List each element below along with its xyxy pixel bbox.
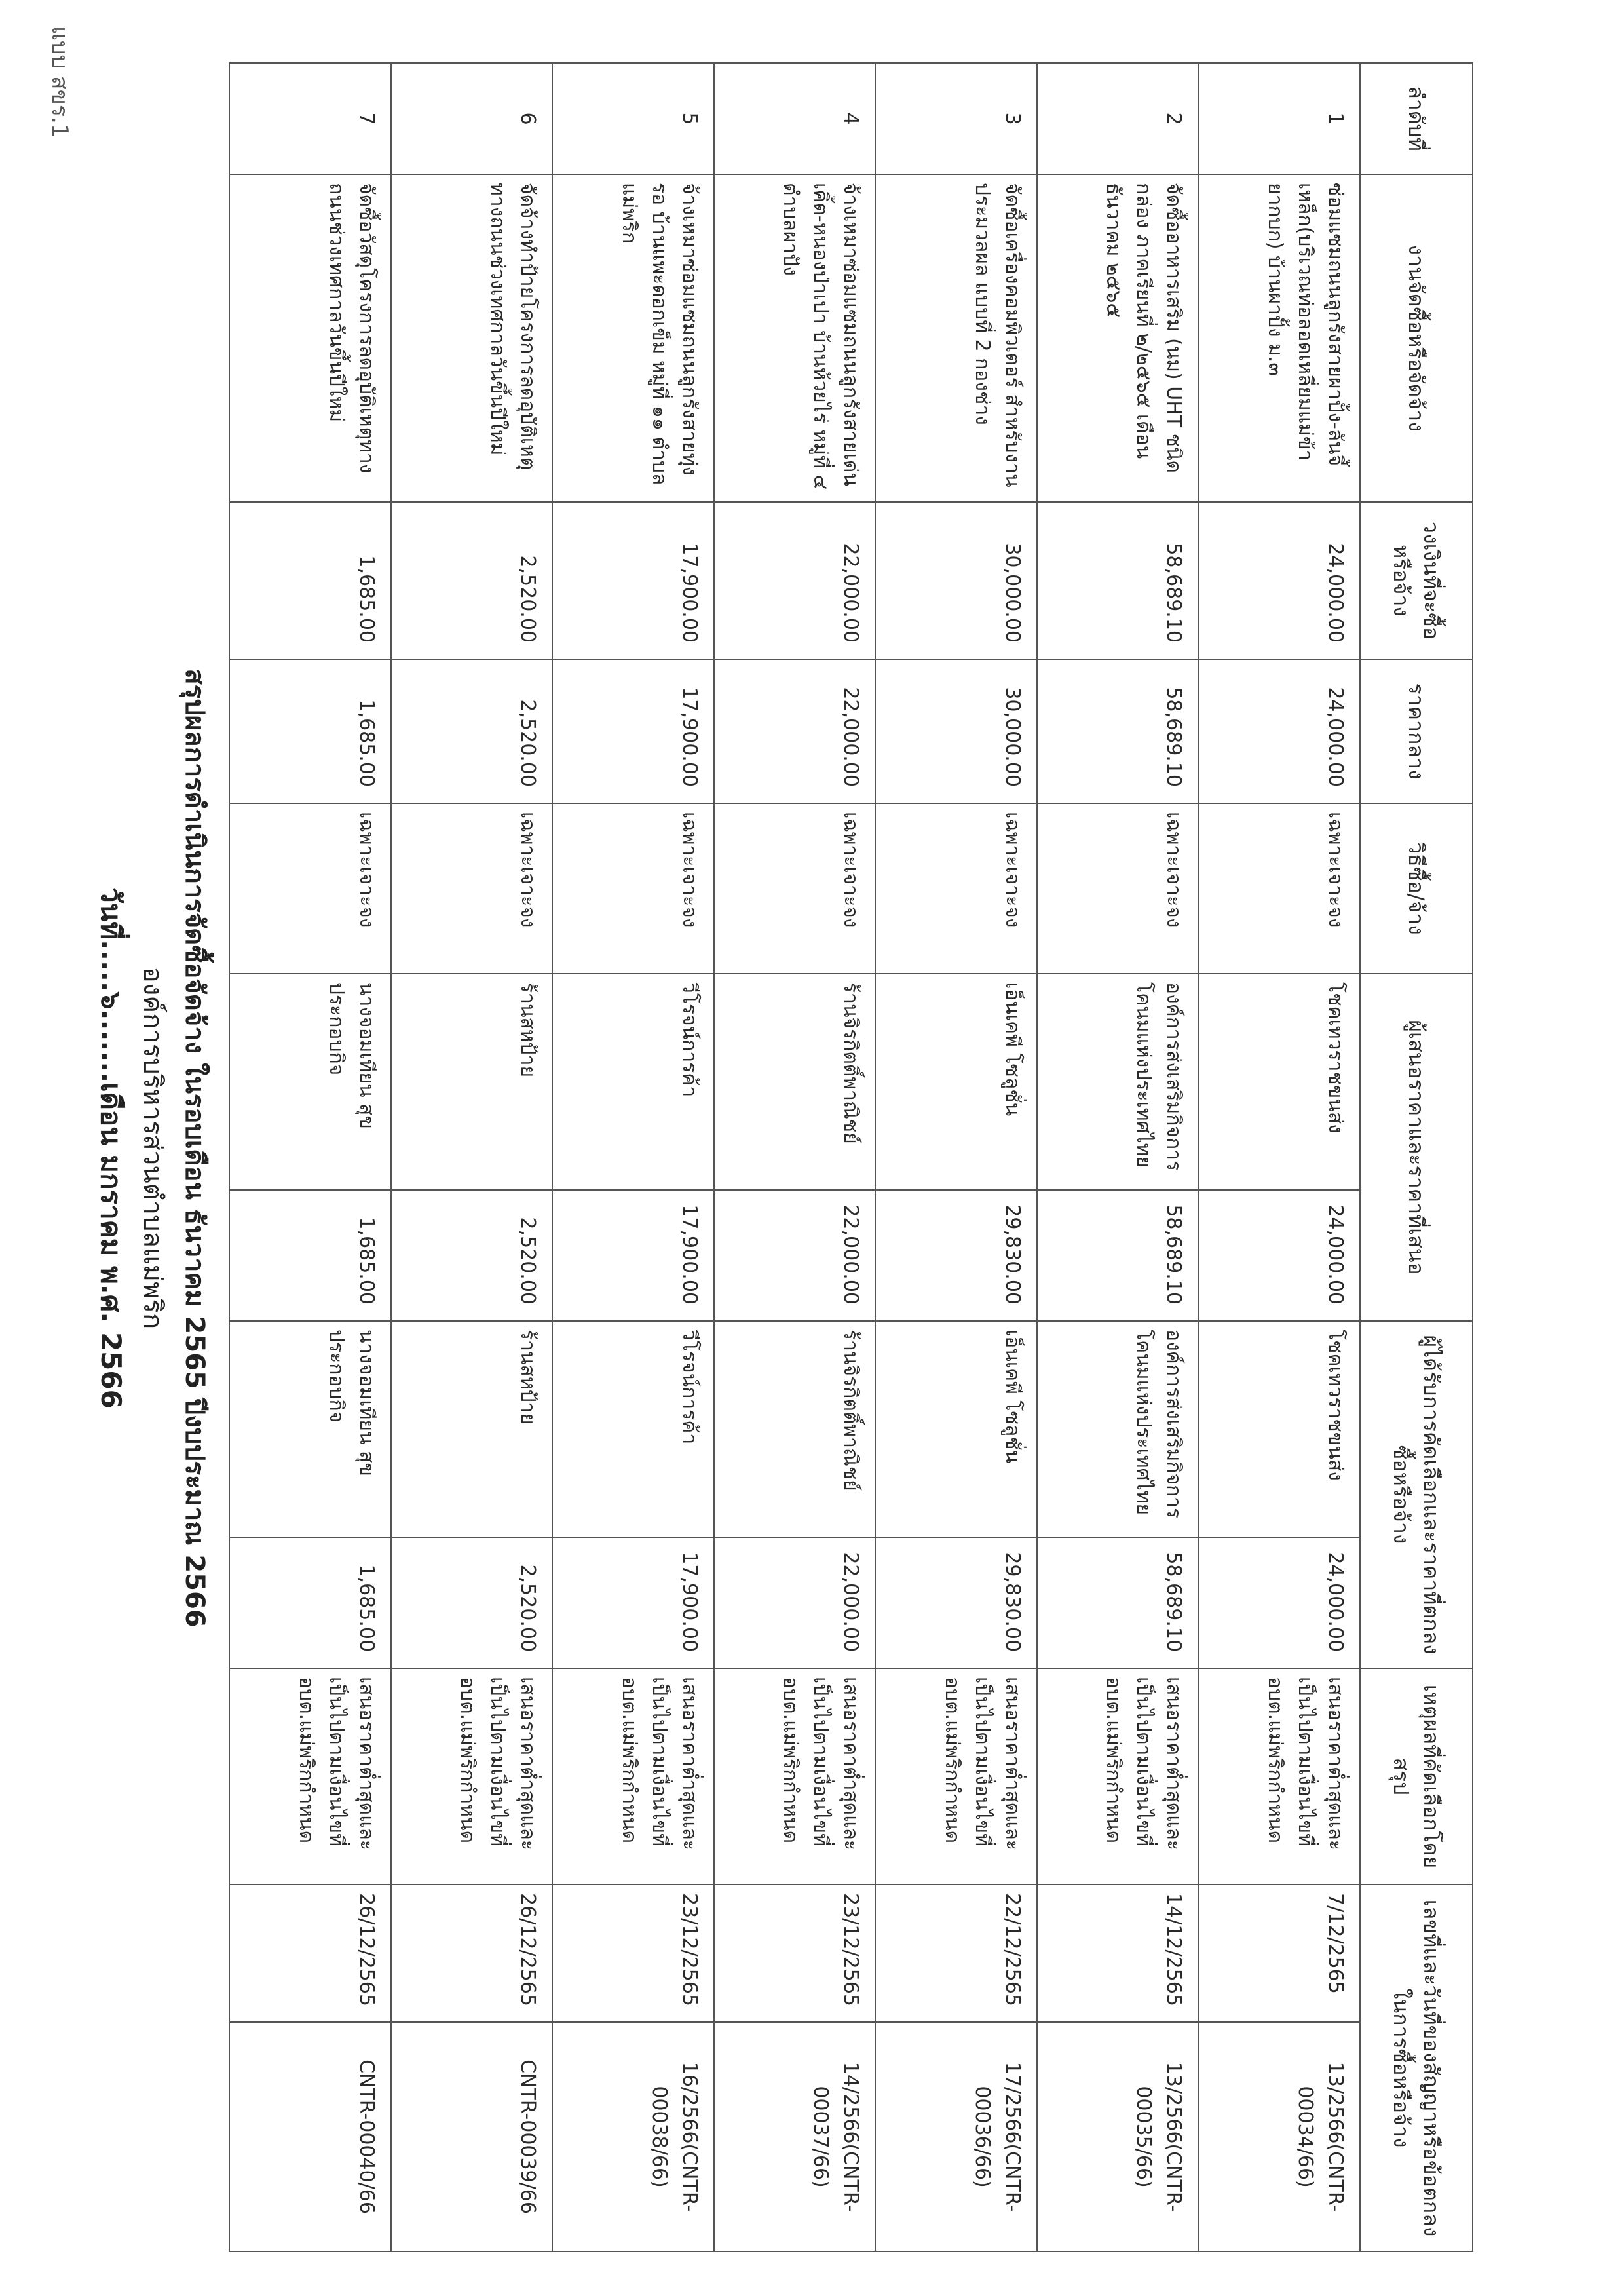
row-median-price: 22,000.00	[714, 659, 876, 803]
table-row	[1198, 63, 1360, 2251]
col-header-median-price: ราคากลาง	[1360, 659, 1473, 803]
row-winner-price: 17,900.00	[552, 1537, 714, 1668]
row-winner: นางจอมเทียน สุขประกอบกิจ	[229, 1321, 391, 1537]
row-no: 2	[1037, 63, 1199, 174]
table-row	[1037, 63, 1199, 2251]
row-method: เฉพาะเจาะจง	[714, 803, 876, 974]
document-date: วันที่.....๖.......เดือน มกราคม พ.ศ. 2566	[95, 887, 127, 1409]
row-reason: เสนอราคาต่ำสุดและเป็นไปตามเงื่อนไขที่ อบต.แม่พริกกำหนด	[229, 1668, 391, 1885]
row-median-price: 58,689.10	[1037, 659, 1199, 803]
table-row	[714, 63, 876, 2251]
row-bid-price: 1,685.00	[229, 1190, 391, 1321]
row-method: เฉพาะเจาะจง	[229, 803, 391, 974]
row-winner: ร้านสหป้าย	[391, 1321, 553, 1537]
row-contract-no: 14/2566(CNTR-00037/66)	[714, 2022, 876, 2251]
row-method: เฉพาะเจาะจง	[1037, 803, 1199, 974]
col-header-winner: ผู้ได้รับการคัดเลือกและราคาที่ตกลงซื้อหรือจ้าง	[1360, 1321, 1473, 1668]
row-median-price: 17,900.00	[552, 659, 714, 803]
row-contract-no: CNTR-00040/66	[229, 2022, 391, 2251]
table-header-row	[1360, 63, 1473, 2251]
row-contract-no: 16/2566(CNTR-00038/66)	[552, 2022, 714, 2251]
row-reason: เสนอราคาต่ำสุดและเป็นไปตามเงื่อนไขที่ อบต.แม่พริกกำหนด	[1198, 1668, 1360, 1885]
row-winner-price: 1,685.00	[229, 1537, 391, 1668]
row-bidder: ร้านจิรกิตติ์พาณิชย์	[714, 974, 876, 1190]
row-bidder: ร้านสหป้าย	[391, 974, 553, 1190]
form-code: แบบ สขร.1	[47, 26, 73, 138]
row-bid-price: 29,830.00	[875, 1190, 1037, 1321]
table-row	[875, 63, 1037, 2251]
row-bidder: องค์การส่งเสริมกิจการโคนมแห่งประเทศไทย	[1037, 974, 1199, 1190]
col-header-item: งานจัดซื้อหรือจัดจ้าง	[1360, 174, 1473, 502]
col-header-reason: เหตุผลที่คัดเลือกโดยสรุป	[1360, 1668, 1473, 1885]
row-winner: เอ็นเคพี โซลูชั่น	[875, 1321, 1037, 1537]
row-item: ซ่อมแซมถนนลูกรังสายผาปั้ง-ลันจี้เหล็ก(บริเวณท่อลอดเหลี่ยมแม่ข้ายากบก) บ้านผาปั้ง ม.๓	[1198, 174, 1360, 502]
row-median-price: 24,000.00	[1198, 659, 1360, 803]
col-header-bidders: ผู้เสนอราคาและราคาที่เสนอ	[1360, 974, 1473, 1321]
row-median-price: 2,520.00	[391, 659, 553, 803]
row-budget: 24,000.00	[1198, 502, 1360, 659]
table-body	[229, 63, 1360, 2251]
row-contract-no: 17/2566(CNTR-00036/66)	[875, 2022, 1037, 2251]
row-budget: 58,689.10	[1037, 502, 1199, 659]
row-winner-price: 2,520.00	[391, 1537, 553, 1668]
row-contract-no: 13/2566(CNTR-00034/66)	[1198, 2022, 1360, 2251]
table-row	[229, 63, 391, 2251]
table-row	[552, 63, 714, 2251]
row-bidder: เอ็นเคพี โซลูชั่น	[875, 974, 1037, 1190]
organization-name: องค์การบริหารส่วนตำบลแม่พริก	[138, 966, 168, 1330]
col-header-no: ลำดับที่	[1360, 63, 1473, 174]
row-item: จัดซื้อเครื่องคอมพิวเตอร์ สำหรับงานประมวลผล แบบที่ 2 กองช่าง	[875, 174, 1037, 502]
row-winner: องค์การส่งเสริมกิจการโคนมแห่งประเทศไทย	[1037, 1321, 1199, 1537]
col-header-method: วิธีซื้อ/จ้าง	[1360, 803, 1473, 974]
row-no: 4	[714, 63, 876, 174]
row-bidder: นางจอมเทียน สุขประกอบกิจ	[229, 974, 391, 1190]
row-bidder: วีโรจน์การค้า	[552, 974, 714, 1190]
row-method: เฉพาะเจาะจง	[391, 803, 553, 974]
row-contract-date: 26/12/2565	[391, 1885, 553, 2022]
row-reason: เสนอราคาต่ำสุดและเป็นไปตามเงื่อนไขที่ อบต.แม่พริกกำหนด	[391, 1668, 553, 1885]
row-budget: 17,900.00	[552, 502, 714, 659]
row-item: จ้างเหมาซ่อมแซมถนนลูกรังสายทุ่งรอ บ้านแพะดอกเข็ม หมู่ที่ ๑๑ ตำบลแม่พริก	[552, 174, 714, 502]
row-bid-price: 2,520.00	[391, 1190, 553, 1321]
row-bid-price: 17,900.00	[552, 1190, 714, 1321]
row-winner-price: 29,830.00	[875, 1537, 1037, 1668]
row-reason: เสนอราคาต่ำสุดและเป็นไปตามเงื่อนไขที่ อบต.แม่พริกกำหนด	[714, 1668, 876, 1885]
row-no: 6	[391, 63, 553, 174]
table-row	[391, 63, 553, 2251]
row-winner-price: 24,000.00	[1198, 1537, 1360, 1668]
row-method: เฉพาะเจาะจง	[875, 803, 1037, 974]
row-budget: 1,685.00	[229, 502, 391, 659]
row-no: 3	[875, 63, 1037, 174]
row-no: 1	[1198, 63, 1360, 174]
row-contract-date: 23/12/2565	[714, 1885, 876, 2022]
row-bid-price: 24,000.00	[1198, 1190, 1360, 1321]
row-winner-price: 22,000.00	[714, 1537, 876, 1668]
row-no: 7	[229, 63, 391, 174]
row-method: เฉพาะเจาะจง	[552, 803, 714, 974]
row-contract-date: 7/12/2565	[1198, 1885, 1360, 2022]
row-no: 5	[552, 63, 714, 174]
row-budget: 2,520.00	[391, 502, 553, 659]
row-item: จัดซื้อวัสดุโครงการลดอุบัติเหตุทางถนนช่วงเทศกาลวันขึ้นปีใหม่	[229, 174, 391, 502]
row-winner: โชคเทวราชขนส่ง	[1198, 1321, 1360, 1537]
col-header-budget: วงเงินที่จะซื้อหรือจ้าง	[1360, 502, 1473, 659]
row-budget: 30,000.00	[875, 502, 1037, 659]
row-reason: เสนอราคาต่ำสุดและเป็นไปตามเงื่อนไขที่ อบต.แม่พริกกำหนด	[552, 1668, 714, 1885]
row-reason: เสนอราคาต่ำสุดและเป็นไปตามเงื่อนไขที่ อบต.แม่พริกกำหนด	[875, 1668, 1037, 1885]
row-bidder: โชคเทวราชขนส่ง	[1198, 974, 1360, 1190]
row-item: จ้างเหมาซ่อมแซมถนนลูกรังสายเด่นเคิ้ต-หนองป่าเปา บ้านห้วยไร่ หมู่ที่ ๔ ตำบลผาปัง	[714, 174, 876, 502]
row-winner: ร้านจิรกิตติ์พาณิชย์	[714, 1321, 876, 1537]
row-contract-no: CNTR-00039/66	[391, 2022, 553, 2251]
row-item: จัดจ้างทำป้ายโครงการลดอุบัติเหตุทางถนนช่วงเทศกาลวันขึ้นปีใหม่	[391, 174, 553, 502]
row-winner: วีโรจน์การค้า	[552, 1321, 714, 1537]
document-title: สรุปผลการดำเนินการจัดซื้อจัดจ้าง ในรอบเดือน ธันวาคม 2565 ปีงบประมาณ 2566	[179, 668, 210, 1628]
row-method: เฉพาะเจาะจง	[1198, 803, 1360, 974]
row-bid-price: 22,000.00	[714, 1190, 876, 1321]
row-item: จัดซื้ออาหารเสริม (นม) UHT ชนิดกล่อง ภาคเรียนที่ ๒/๒๕๖๕ เดือน ธันวาคม ๒๕๖๕	[1037, 174, 1199, 502]
row-contract-date: 14/12/2565	[1037, 1885, 1199, 2022]
row-reason: เสนอราคาต่ำสุดและเป็นไปตามเงื่อนไขที่ อบต.แม่พริกกำหนด	[1037, 1668, 1199, 1885]
row-winner-price: 58,689.10	[1037, 1537, 1199, 1668]
procurement-table	[229, 62, 1473, 2252]
row-budget: 22,000.00	[714, 502, 876, 659]
row-contract-date: 26/12/2565	[229, 1885, 391, 2022]
row-contract-no: 13/2566(CNTR-00035/66)	[1037, 2022, 1199, 2251]
col-header-contract: เลขที่และวันที่ของสัญญาหรือข้อตกลงในการซื้อหรือจ้าง	[1360, 1885, 1473, 2251]
row-contract-date: 22/12/2565	[875, 1885, 1037, 2022]
row-bid-price: 58,689.10	[1037, 1190, 1199, 1321]
document-header	[90, 0, 216, 2296]
row-median-price: 1,685.00	[229, 659, 391, 803]
row-contract-date: 23/12/2565	[552, 1885, 714, 2022]
row-median-price: 30,000.00	[875, 659, 1037, 803]
